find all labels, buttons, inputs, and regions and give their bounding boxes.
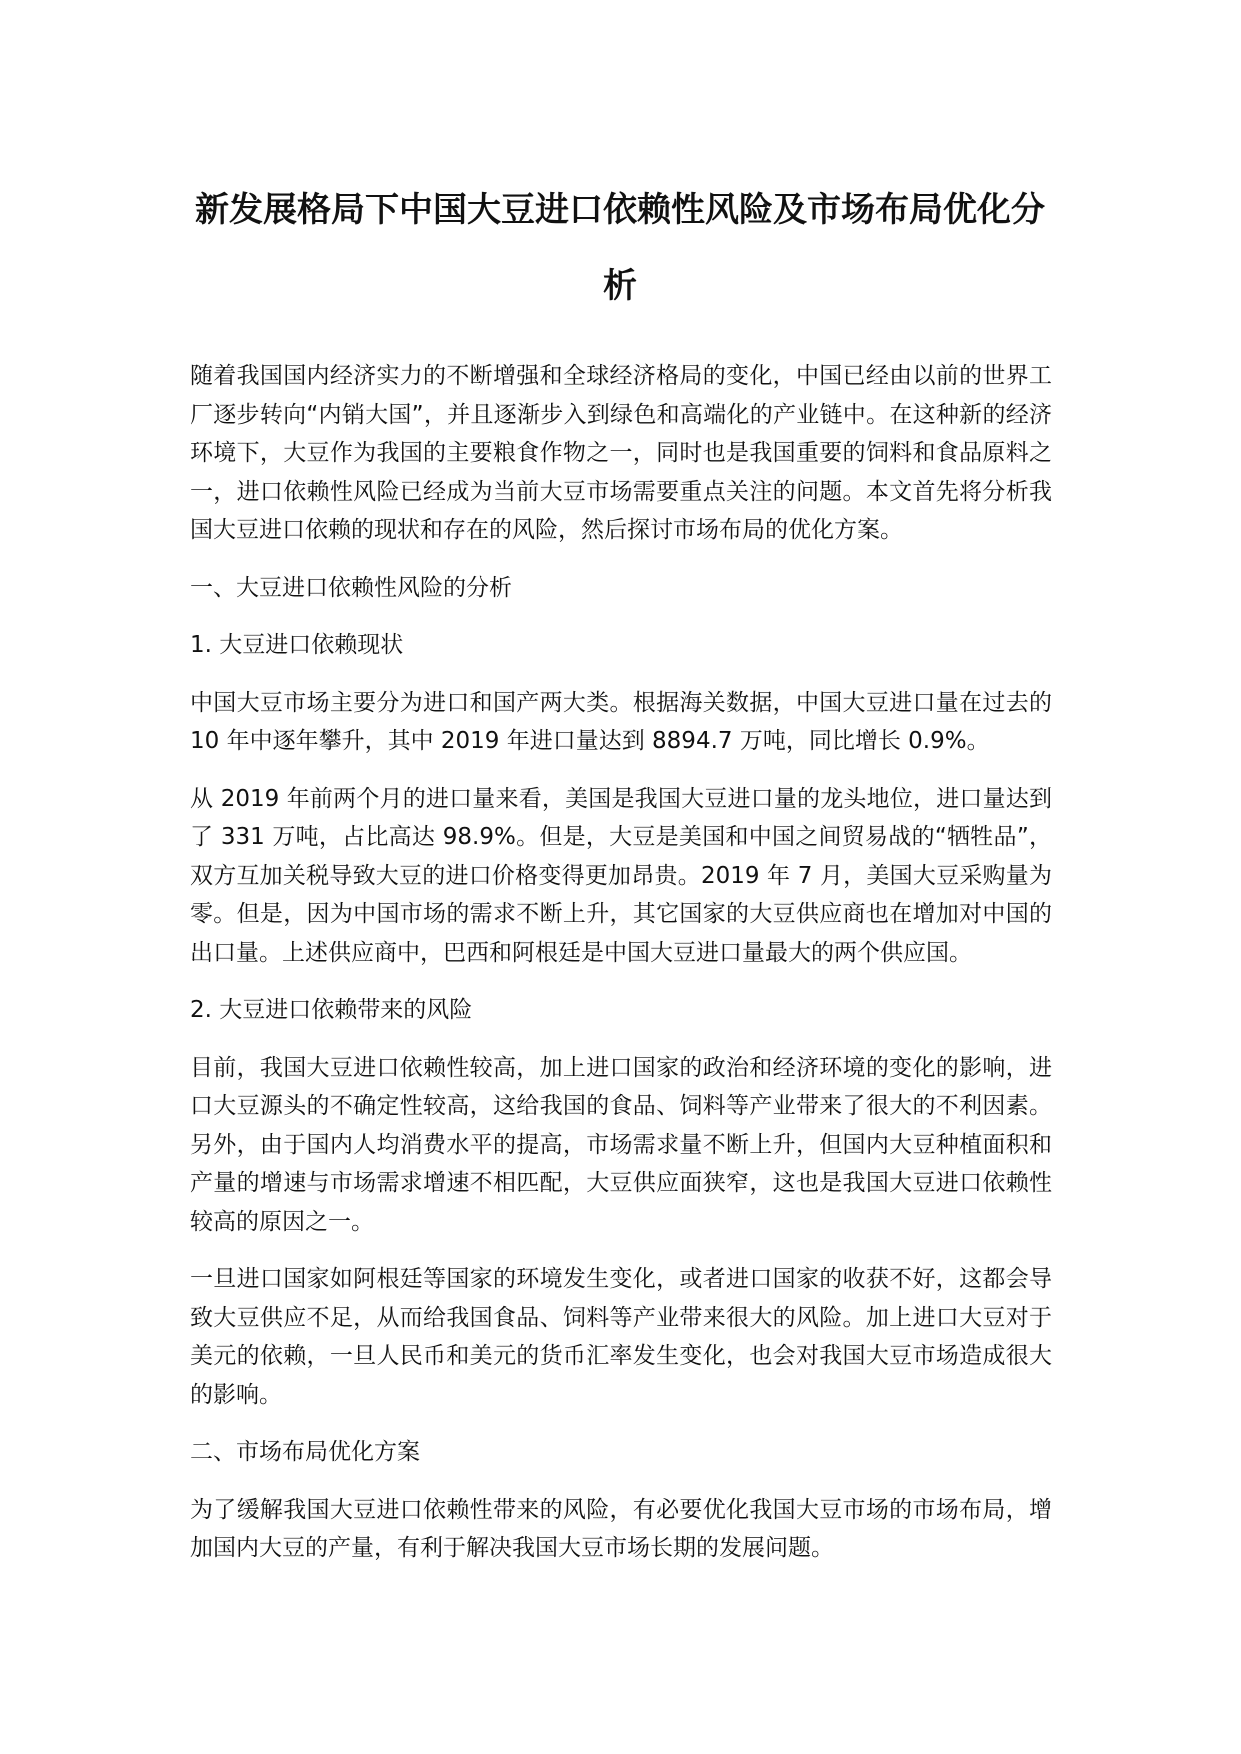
paragraph-optimization: 为了缓解我国大豆进口依赖性带来的风险，有必要优化我国大豆市场的市场布局，增加国内大豆的产量，有利于解决我国大豆市场长期的发展问题。 (190, 1496, 1052, 1561)
document-body (190, 357, 1052, 1587)
paragraph-import-status: 中国大豆市场主要分为进口和国产两大类。根据海关数据，中国大豆进口量在过去的 10 年中逐年攀升，其中 2019 年进口量达到 8894.7 万吨，同比增长 0.9%。 (190, 689, 1052, 754)
paragraph-intro: 随着我国国内经济实力的不断增强和全球经济格局的变化，中国已经由以前的世界工厂逐步转向“内销大国”，并且逐渐步入到绿色和高端化的产业链中。在这种新的经济环境下，大豆作为我国的主要粮食作物之一，同时也是我国重要的饲料和食品原料之一，进口依赖性风险已经成为当前大豆市场需要重点关注的问题。本文首先将分析我国大豆进口依赖的现状和存在的风险，然后探讨市场布局的优化方案。 (190, 363, 1052, 543)
section-heading-1: 一、大豆进口依赖性风险的分析 (190, 574, 512, 601)
paragraph-supply-risks: 一旦进口国家如阿根廷等国家的环境发生变化，或者进口国家的收获不好，这都会导致大豆供应不足，从而给我国食品、饲料等产业带来很大的风险。加上进口大豆对于美元的依赖，一旦人民币和美元的货币汇率发生变化，也会对我国大豆市场造成很大的影响。 (190, 1266, 1052, 1408)
subsection-heading-1-2: 2. 大豆进口依赖带来的风险 (190, 997, 473, 1023)
document-title: 新发展格局下中国大豆进口依赖性风险及市场布局优化分析 (195, 190, 1045, 306)
subsection-heading-1-1: 1. 大豆进口依赖现状 (190, 632, 404, 658)
section-heading-2: 二、市场布局优化方案 (190, 1439, 420, 1465)
paragraph-us-imports: 从 2019 年前两个月的进口量来看，美国是我国大豆进口量的龙头地位，进口量达到了 331 万吨，占比高达 98.9%。但是，大豆是美国和中国之间贸易战的“牺牲品”，双方互加关税导致大豆的进口价格变得更加昂贵。2019 年 7 月，美国大豆采购量为零。但是，因为中国市场的需求不断上升，其它国家的大豆供应商也在增加对中国的出口量。上述供应商中，巴西和阿根廷是中国大豆进口量最大的两个供应国。 (190, 785, 1052, 966)
paragraph-risks: 目前，我国大豆进口依赖性较高，加上进口国家的政治和经济环境的变化的影响，进口大豆源头的不确定性较高，这给我国的食品、饲料等产业带来了很大的不利因素。另外，由于国内人均消费水平的提高，市场需求量不断上升，但国内大豆种植面积和产量的增速与市场需求增速不相匹配，大豆供应面狭窄，这也是我国大豆进口依赖性较高的原因之一。 (190, 1054, 1052, 1235)
